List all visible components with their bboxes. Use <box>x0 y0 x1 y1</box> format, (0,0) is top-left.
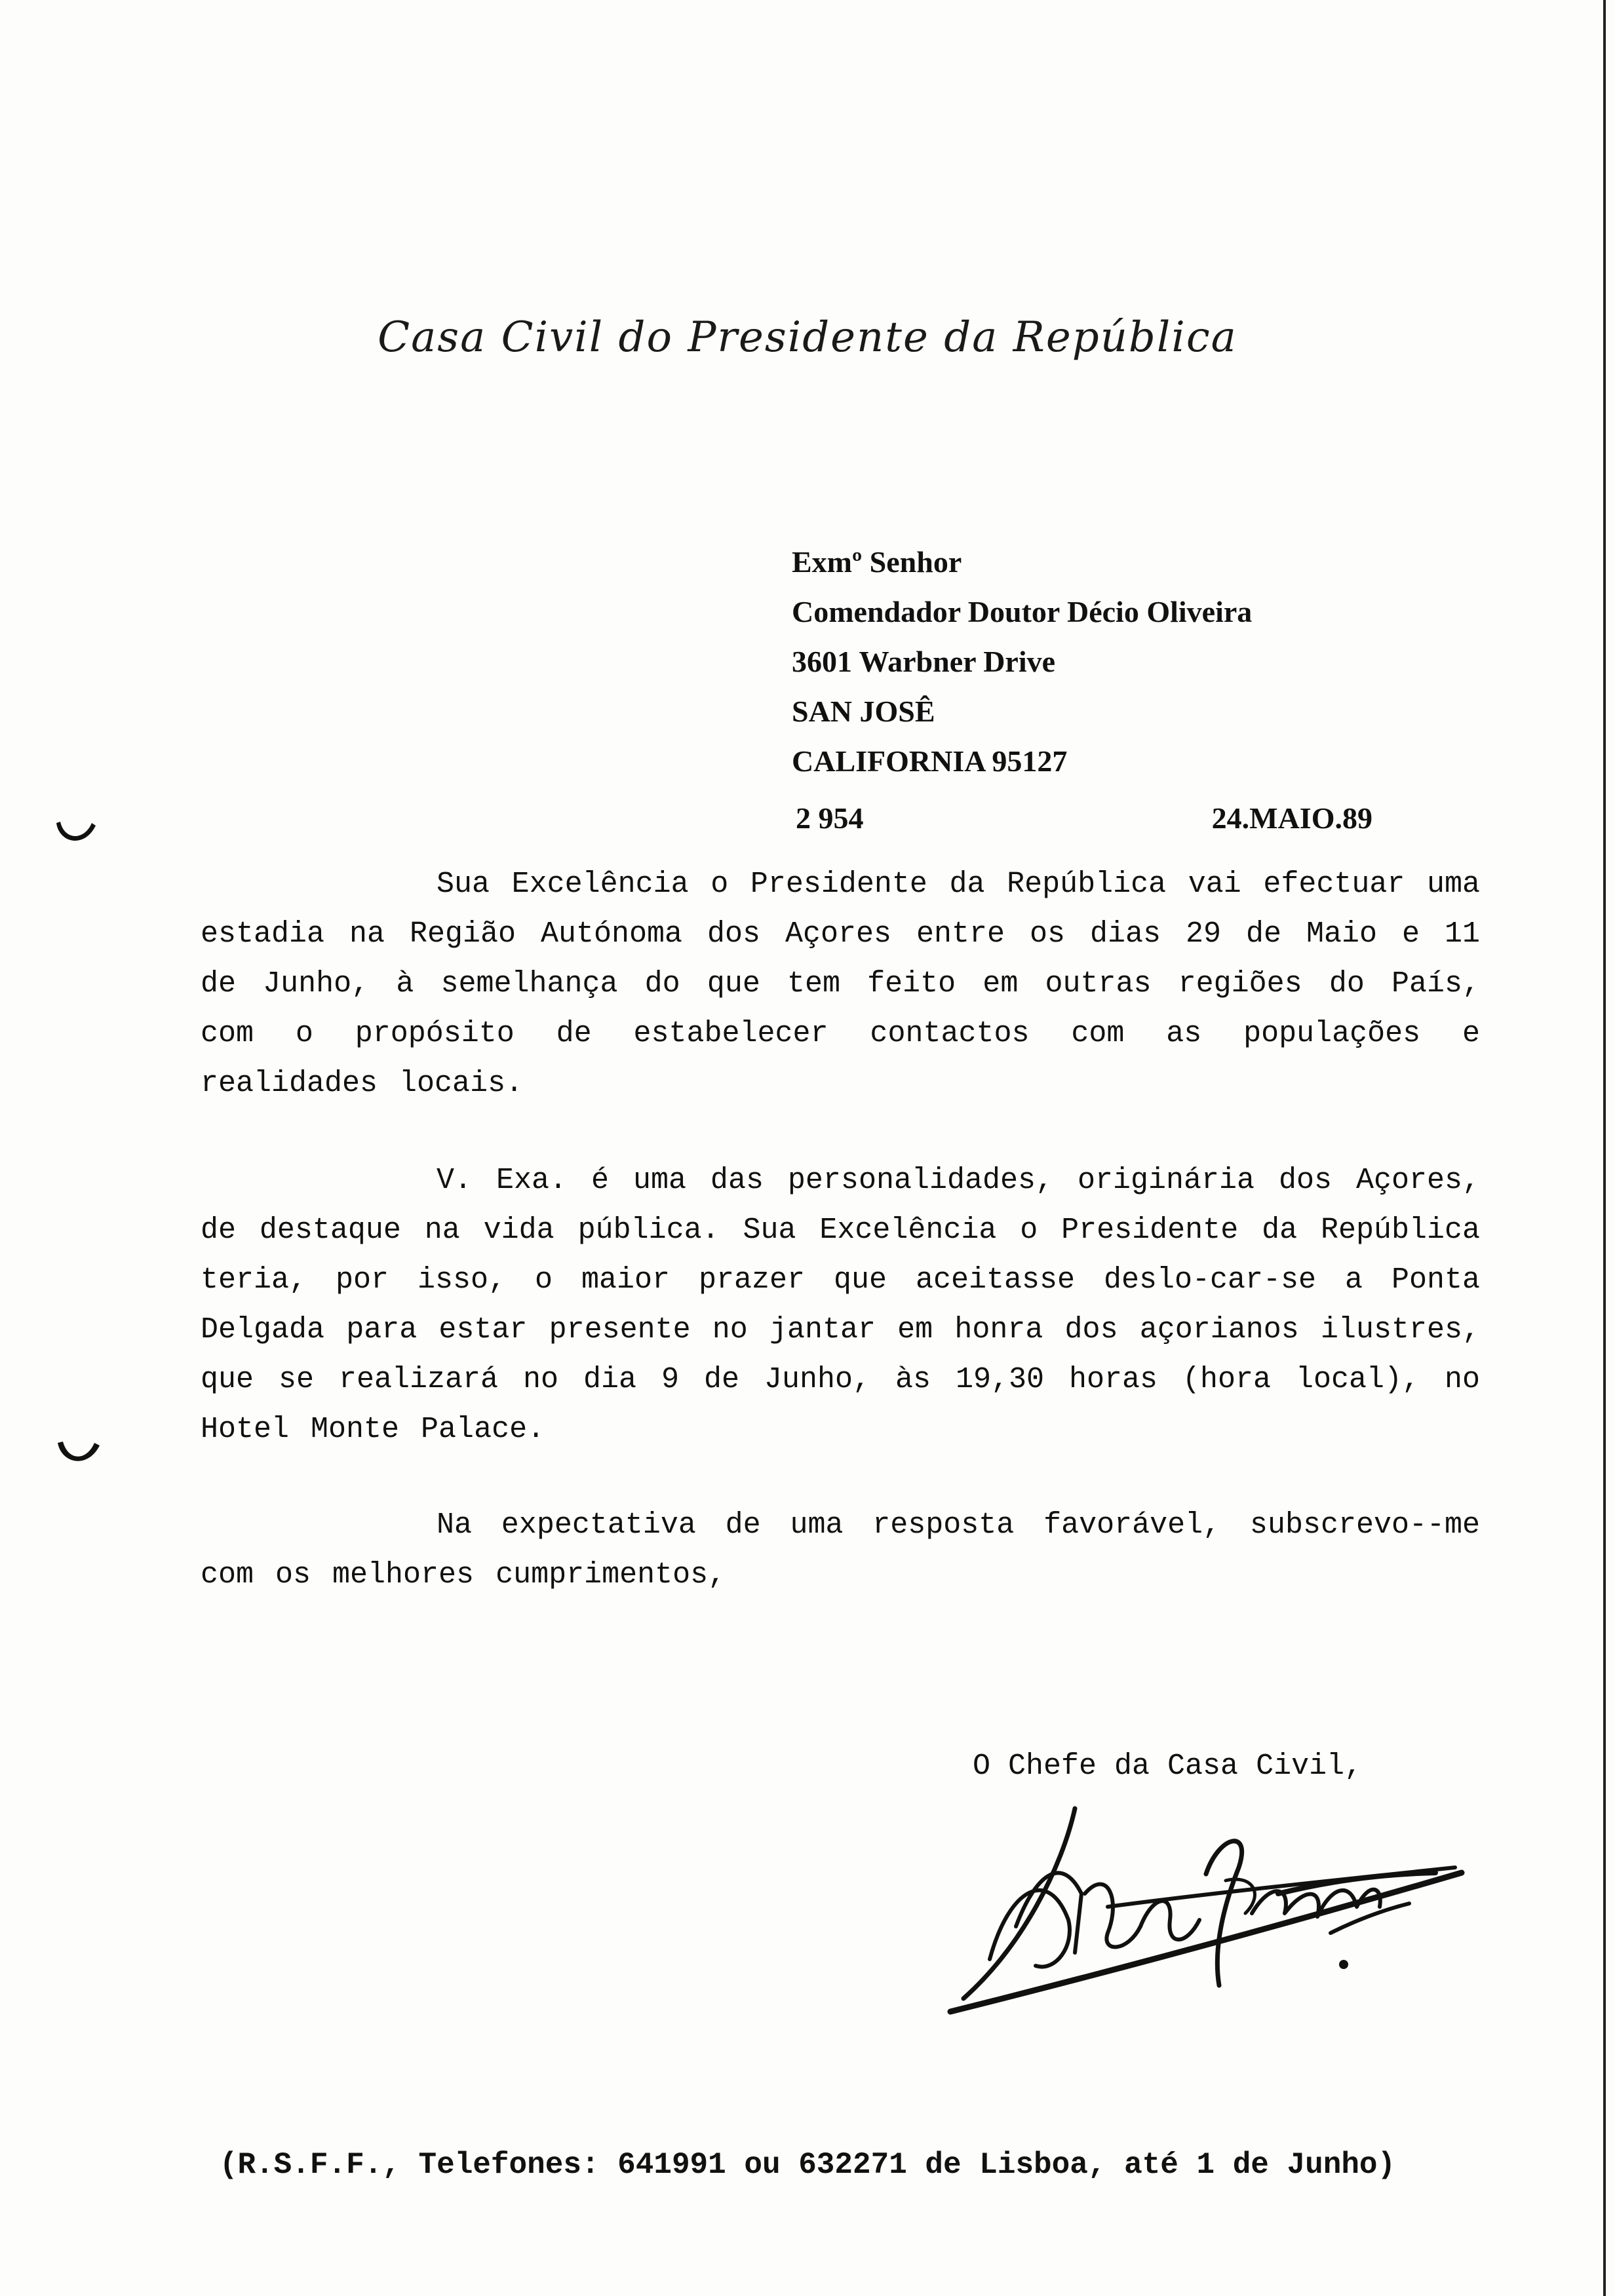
paragraph-text: V. Exa. é uma das personalidades, originária dos Açores, de destaque na vida pública. Sua Excelência o Presidente da República teria, por isso, o maior prazer que aceitasse deslo-car-se a Ponta Delgada para estar presente no jantar em honra dos açorianos ilustres, que se realizará no dia 9 de Junho, às 19,30 horas (hora local), no Hotel Monte Palace. <box>201 1164 1480 1446</box>
footer-note: (R.S.F.F., Telefones: 641991 ou 632271 de Lisboa, até 1 de Junho) <box>219 2148 1396 2182</box>
recipient-city: SAN JOSÊ <box>792 695 935 728</box>
letterhead: Casa Civil do Presidente da República <box>378 313 1237 362</box>
punch-hole-mark <box>51 816 104 856</box>
recipient-salutation: Exmº Senhor <box>792 545 962 579</box>
closing-title: O Chefe da Casa Civil, <box>973 1750 1363 1783</box>
recipient-street: 3601 Warbner Drive <box>792 645 1056 678</box>
body-paragraph-1 <box>201 860 1480 1109</box>
letter-date: 24.MAIO.89 <box>1211 801 1372 835</box>
paragraph-text: Na expectativa de uma resposta favorável, subscrevo--me com os melhores cumprimentos, <box>201 1508 1480 1592</box>
punch-hole-mark <box>54 1435 106 1474</box>
handwritten-signature <box>911 1795 1475 2018</box>
recipient-name: Comendador Doutor Décio Oliveira <box>792 595 1253 628</box>
paragraph-text: Sua Excelência o Presidente da República vai efectuar uma estadia na Região Autónoma dos Açores entre os dias 29 de Maio e 11 de Junho, à semelhança do que tem feito em outras regiões do País, com o propósito de estabelecer contactos com as populações e realidades locais. <box>201 868 1480 1100</box>
body-paragraph-3 <box>201 1501 1480 1600</box>
body-paragraph-2 <box>201 1156 1480 1455</box>
recipient-address <box>792 537 1252 786</box>
reference-number: 2 954 <box>796 801 864 835</box>
recipient-state: CALIFORNIA 95127 <box>792 744 1068 778</box>
